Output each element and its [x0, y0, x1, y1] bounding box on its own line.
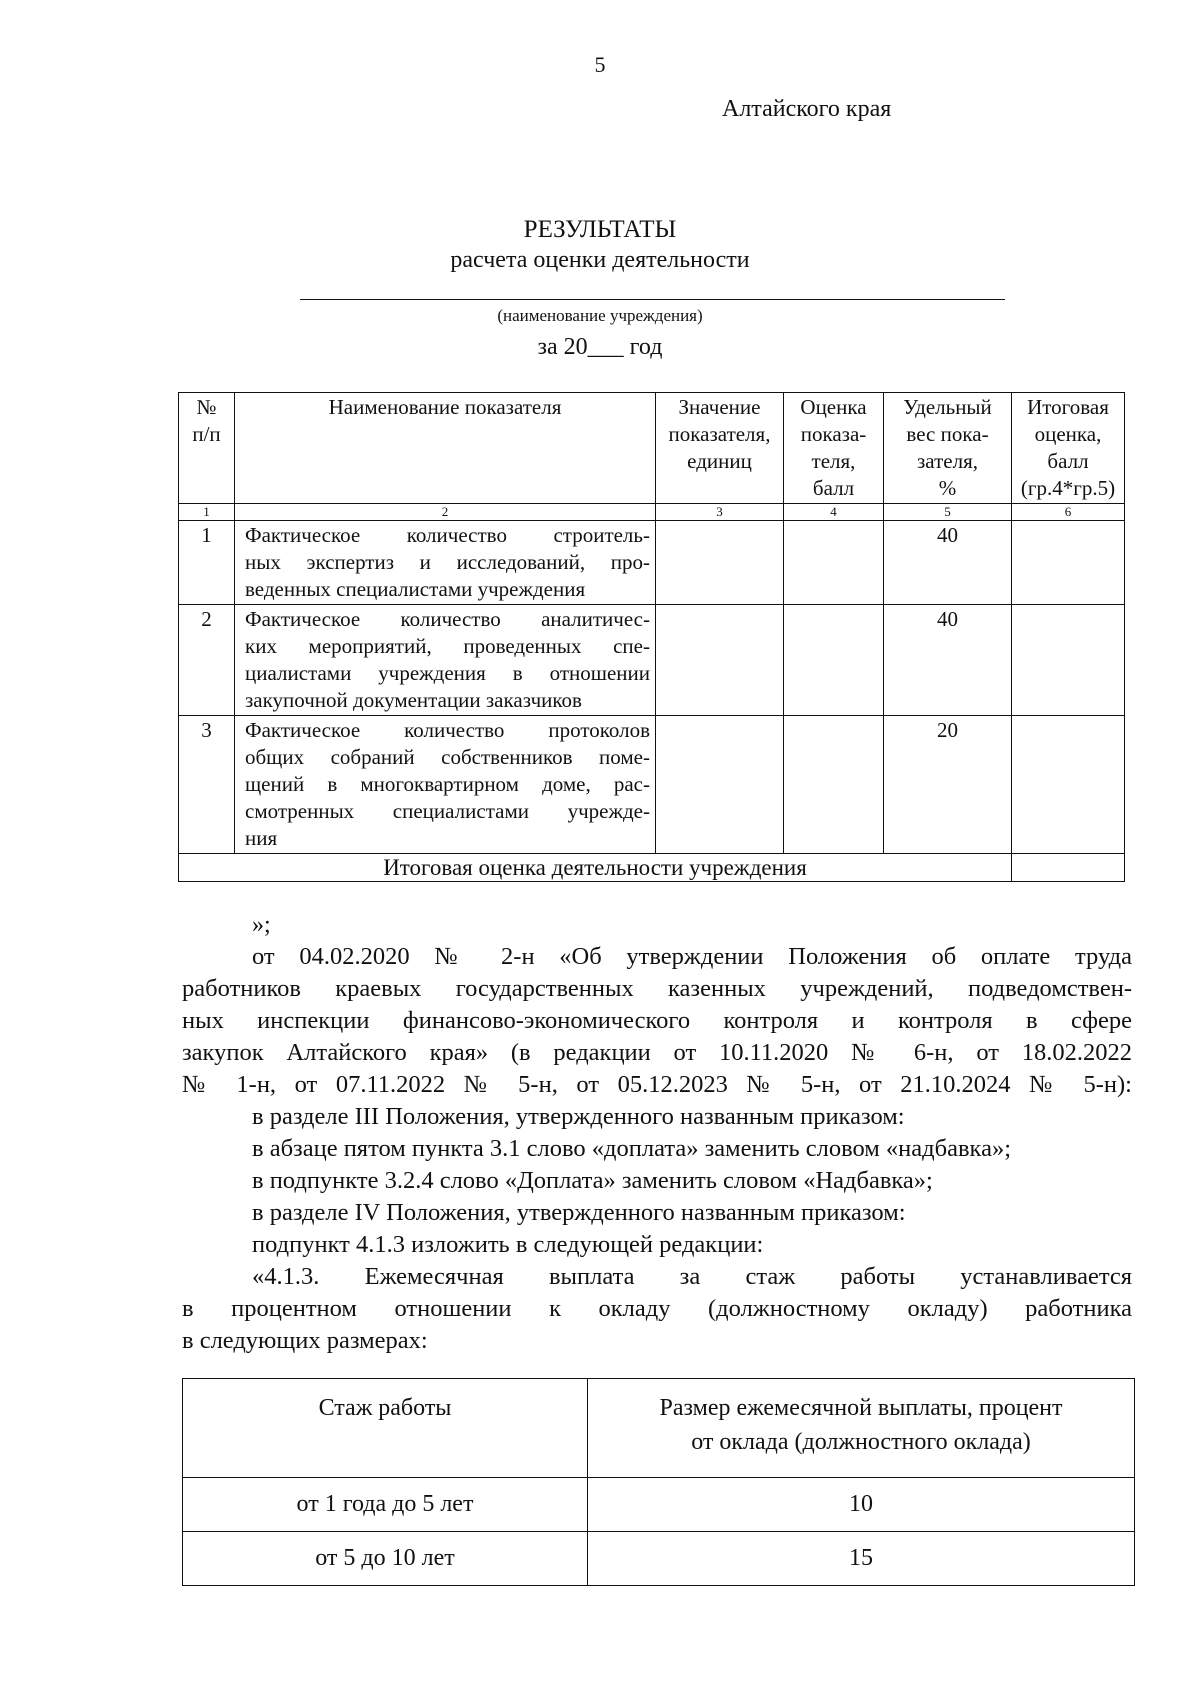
clause-paragraph: «4.1.3. Ежемесячная выплата за стаж работы устанавливается в процентном отношении к окладу (должностному окладу) работника в следующих размерах: [182, 1263, 1132, 1354]
seniority-table-header [183, 1379, 1135, 1478]
column-number: 3 [656, 504, 784, 521]
header-payment-amount: Размер ежемесячной выплаты, процент от оклада (должностного оклада) [588, 1379, 1135, 1478]
payment-percent: 10 [588, 1478, 1135, 1532]
institution-name-blank-line [300, 299, 1005, 300]
header-indicator-name: Наименование показателя [235, 393, 656, 504]
total-label: Итоговая оценка деятельности учреждения [179, 854, 1012, 882]
document-subtitle: расчета оценки деятельности [450, 247, 750, 273]
amendment-item: в подпункте 3.2.4 слово «Доплата» заменить словом «Надбавка»; [252, 1167, 933, 1194]
row-number: 2 [179, 605, 235, 716]
total-row [179, 854, 1125, 882]
closing-quote: »; [252, 912, 271, 938]
header-indicator-weight: Удельный вес пока- зателя, % [884, 393, 1012, 504]
row-number: 1 [179, 521, 235, 605]
total-value-cell [1012, 854, 1125, 882]
indicator-weight: 20 [884, 716, 1012, 854]
indicator-value-cell [656, 605, 784, 716]
indicator-total-cell [1012, 716, 1125, 854]
indicator-value-cell [656, 521, 784, 605]
institution-name-caption: (наименование учреждения) [497, 306, 703, 325]
row-number: 3 [179, 716, 235, 854]
amendment-item: в разделе IV Положения, утвержденного названным приказом: [252, 1199, 906, 1226]
table-row [179, 605, 1125, 716]
indicator-weight: 40 [884, 605, 1012, 716]
indicator-value-cell [656, 716, 784, 854]
amendment-item: в абзаце пятом пункта 3.1 слово «доплата» заменить словом «надбавка»; [252, 1135, 1011, 1162]
table-row [179, 716, 1125, 854]
header-indicator-value: Значение показателя, единиц [656, 393, 784, 504]
amendment-item: подпункт 4.1.3 изложить в следующей редакции: [252, 1231, 764, 1258]
column-number: 6 [1012, 504, 1125, 521]
table-row [179, 521, 1125, 605]
report-year-line: за 20___ год [537, 334, 663, 360]
indicator-description: Фактическое количество строитель- ных экспертиз и исследований, про- веденных специалистами учреждения [235, 521, 656, 605]
indicator-score-cell [784, 521, 884, 605]
payment-percent: 15 [588, 1532, 1135, 1586]
results-table [178, 392, 1125, 882]
experience-range: от 5 до 10 лет [183, 1532, 588, 1586]
column-number: 2 [235, 504, 656, 521]
experience-range: от 1 года до 5 лет [183, 1478, 588, 1532]
column-number: 5 [884, 504, 1012, 521]
header-experience: Стаж работы [183, 1379, 588, 1478]
column-number: 1 [179, 504, 235, 521]
indicator-score-cell [784, 716, 884, 854]
results-table-header [179, 393, 1125, 504]
indicator-weight: 40 [884, 521, 1012, 605]
indicator-total-cell [1012, 521, 1125, 605]
indicator-score-cell [784, 605, 884, 716]
document-title: РЕЗУЛЬТАТЫ [523, 216, 677, 243]
table-row [183, 1532, 1135, 1586]
header-total-score: Итоговая оценка, балл (гр.4*гр.5) [1012, 393, 1125, 504]
amendment-item: в разделе III Положения, утвержденного названным приказом: [252, 1103, 905, 1130]
region-line: Алтайского края [722, 96, 892, 122]
column-number-row [179, 504, 1125, 521]
page-number: 5 [594, 52, 606, 77]
seniority-table [182, 1378, 1135, 1586]
indicator-total-cell [1012, 605, 1125, 716]
column-number: 4 [784, 504, 884, 521]
indicator-description: Фактическое количество аналитичес- ких мероприятий, проведенных спе- циалистами учреждения в отношении закупочной документации заказчиков [235, 605, 656, 716]
indicator-description: Фактическое количество протоколов общих собраний собственников поме- щений в многоквартирном доме, рас- смотренных специалистами учрежде- ния [235, 716, 656, 854]
header-indicator-score: Оценка показа- теля, балл [784, 393, 884, 504]
order-paragraph: от 04.02.2020 № 2-н «Об утверждении Положения об оплате труда работников краевых государственных казенных учреждений, подведомствен- ных инспекции финансово-экономического контроля и контроля в сфере закупок Алтайского края» (в редакции от 10.11.2020 № 6-н, от 18.02.2022 № 1-н, от 07.11.2022 № 5-н, от 05.12.2023 № 5-н, от 21.10.2024 № 5-н): [182, 943, 1132, 1098]
header-number: № п/п [179, 393, 235, 504]
table-row [183, 1478, 1135, 1532]
amendment-items [182, 1101, 1132, 1261]
